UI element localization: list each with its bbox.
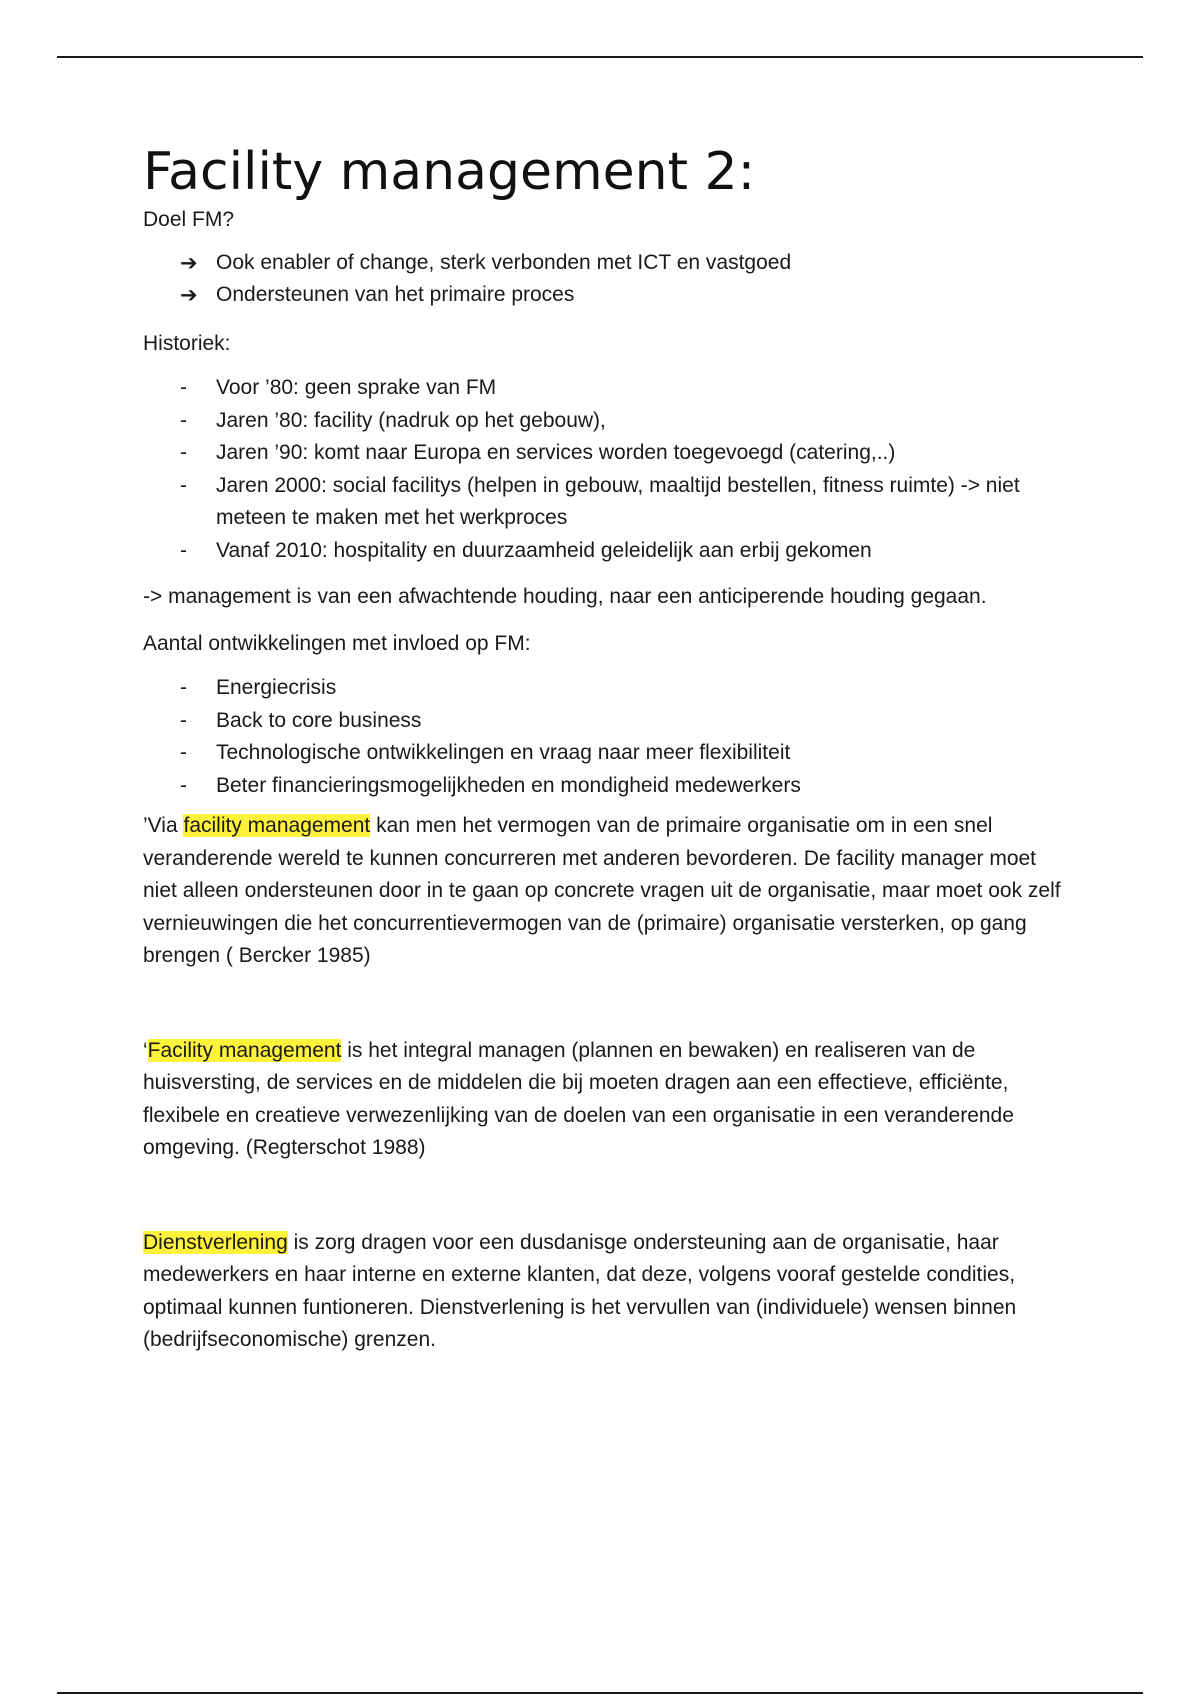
list-item-text: Ook enabler of change, sterk verbonden met ICT en vastgoed: [216, 250, 792, 274]
dash-bullet: -: [180, 408, 187, 432]
list-item-text: Vanaf 2010: hospitality en duurzaamheid geleidelijk aan erbij gekomen: [216, 538, 872, 562]
list-item: [143, 470, 1063, 535]
list-item-text: Technologische ontwikkelingen en vraag naar meer flexibiliteit: [216, 741, 791, 764]
list-item-text: Back to core business: [216, 708, 422, 732]
dash-bullet: -: [180, 441, 187, 464]
definition-text: is zorg dragen voor een dusdanisge ondersteuning aan de organisatie, haar medewerkers en haar interne en externe klanten, dat deze, volgens vooraf gestelde condities, optimaal kunnen funtioneren. Dienstverlening is het vervullen van (individuele) wensen binnen (bedrijfseconomische) grenzen.: [143, 1230, 1017, 1351]
highlighted-term: Dienstverlening: [143, 1230, 288, 1254]
dash-bullet: -: [180, 708, 187, 732]
highlighted-term: facility management: [183, 814, 371, 837]
list-item-text: Ondersteunen van het primaire proces: [216, 283, 575, 306]
ontwikkelingen-heading: Aantal ontwikkelingen met invloed op FM:: [143, 631, 531, 655]
definition-prefix: ’Via: [143, 814, 184, 837]
doel-heading: Doel FM?: [143, 208, 235, 231]
list-item: [143, 535, 1063, 568]
definition-prefix: ‘: [143, 1038, 148, 1062]
list-item-text: Jaren 2000: social facilitys (helpen in gebouw, maaltijd bestellen, fitness ruimte) -> niet meteen te maken met het werkproces: [216, 473, 1020, 529]
list-item: [143, 705, 1063, 738]
list-item-text: Beter financieringsmogelijkheden en mondigheid medewerkers: [216, 773, 801, 797]
arrow-bullet-icon: ➔: [180, 250, 198, 275]
definition-regterschot: [143, 1035, 1063, 1165]
footer-rule: [57, 1692, 1143, 1694]
arrow-bullet-icon: ➔: [180, 283, 198, 307]
list-item-text: Jaren ’90: komt naar Europa en services worden toegevoegd (catering,..): [216, 441, 896, 464]
list-item: [143, 437, 1063, 470]
list-item: [143, 279, 1063, 312]
ontwikkelingen-list: [143, 672, 1063, 802]
list-item: [143, 672, 1063, 705]
list-item-text: Energiecrisis: [216, 676, 337, 699]
dash-bullet: -: [180, 376, 187, 399]
list-item: [143, 737, 1063, 770]
dash-bullet: -: [180, 773, 187, 797]
page-title: Facility management 2:: [143, 142, 756, 202]
highlighted-term: Facility management: [147, 1038, 342, 1062]
list-item: [143, 247, 1063, 280]
list-item: [143, 770, 1063, 803]
dash-bullet: -: [180, 676, 187, 699]
dash-bullet: -: [180, 538, 187, 562]
definition-bercker: [143, 810, 1063, 973]
historiek-list: [143, 372, 1063, 567]
list-item-text: Jaren ’80: facility (nadruk op het gebouw),: [216, 408, 606, 432]
doel-list: [143, 247, 1063, 312]
historiek-heading: Historiek:: [143, 331, 231, 355]
dash-bullet: -: [180, 741, 187, 764]
definition-dienstverlening: [143, 1227, 1063, 1357]
list-item-text: Voor ’80: geen sprake van FM: [216, 376, 497, 399]
dash-bullet: -: [180, 473, 187, 497]
definition-text: kan men het vermogen van de primaire organisatie om in een snel veranderende wereld te kunnen concurreren met anderen bevorderen. De facility manager moet niet alleen ondersteunen door in te gaan op concrete vragen uit de organisatie, maar moet ook zelf vernieuwingen die het concurrentievermogen van de (primaire) organisatie versterken, op gang brengen ( Bercker 1985): [143, 814, 1061, 967]
document-page: [143, 140, 1063, 1357]
header-rule: [57, 56, 1143, 58]
list-item: [143, 372, 1063, 405]
list-item: [143, 405, 1063, 438]
definition-text: is het integral managen (plannen en bewaken) en realiseren van de huisversting, de services en de middelen die bij moeten dragen aan een effectieve, efficiënte, flexibele en creatieve verwezenlijking van de doelen van een organisatie in een veranderende omgeving. (Regterschot 1988): [143, 1038, 1014, 1159]
historiek-conclusion: -> management is van een afwachtende houding, naar een anticiperende houding gegaan.: [143, 585, 987, 608]
